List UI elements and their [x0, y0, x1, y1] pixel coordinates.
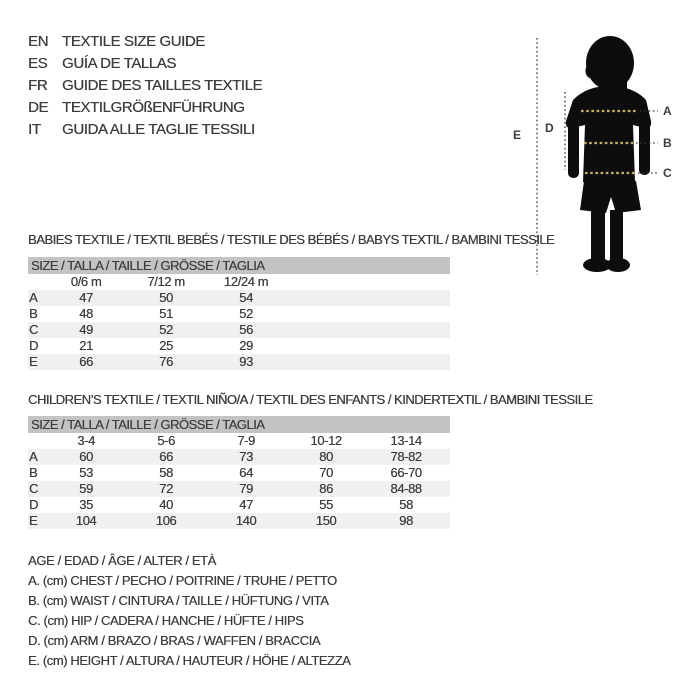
cell-value: 106 — [126, 513, 206, 529]
cell-value: 76 — [126, 354, 206, 370]
cell-value: 21 — [79, 338, 93, 353]
table-row-b — [28, 306, 450, 322]
row-label: A — [28, 449, 46, 465]
row-label: E — [28, 354, 46, 370]
language-row-es — [28, 53, 262, 75]
column-header: 5-6 — [157, 433, 175, 448]
table-row-e — [28, 354, 450, 370]
cell-value: 66-70 — [390, 465, 422, 480]
children-size-table — [28, 416, 450, 529]
column-header-row — [28, 274, 450, 290]
empty-cell — [286, 290, 450, 306]
cell-value: 60 — [46, 449, 126, 465]
cell-value: 54 — [206, 290, 286, 306]
legend-line-height: E. (cm) HEIGHT / ALTURA / HAUTEUR / HÖHE / ALTEZZA — [28, 653, 351, 668]
child-silhouette — [566, 36, 651, 272]
row-label: E — [28, 513, 46, 529]
cell-value: 52 — [239, 306, 253, 321]
cell-value: 78-82 — [366, 449, 446, 465]
table-header-bar — [28, 416, 450, 433]
cell-value: 86 — [286, 481, 366, 497]
column-header: 7/12 m — [147, 274, 185, 289]
legend-line-chest: A. (cm) CHEST / PECHO / POITRINE / TRUHE / PETTO — [28, 573, 337, 588]
cell-value: 93 — [206, 354, 286, 370]
cell-value: 55 — [319, 497, 333, 512]
empty-cell — [446, 481, 450, 497]
cell-value: 58 — [399, 497, 413, 512]
cell-value: 98 — [366, 513, 446, 529]
babies-size-table — [28, 257, 450, 370]
language-code: FR — [28, 77, 48, 94]
guide-title-fr: GUIDE DES TAILLES TEXTILE — [62, 77, 263, 94]
column-header: 13-14 — [390, 433, 422, 448]
babies-section-title: BABIES TEXTILE / TEXTIL BEBÉS / TESTILE DES BÉBÉS / BABYS TEXTIL / BAMBINI TESSILE — [28, 232, 555, 247]
row-label: C — [28, 481, 46, 497]
empty-cell — [446, 465, 450, 481]
empty-cell — [28, 433, 46, 449]
language-code: DE — [28, 99, 49, 116]
table-row-d — [28, 338, 450, 354]
row-label: D — [29, 338, 38, 353]
cell-value: 50 — [126, 290, 206, 306]
guide-title-en: TEXTILE SIZE GUIDE — [62, 33, 205, 50]
empty-cell — [446, 449, 450, 465]
cell-value: 48 — [79, 306, 93, 321]
legend-line-arm: D. (cm) ARM / BRAZO / BRAS / WAFFEN / BRACCIA — [28, 633, 321, 648]
cell-value: 140 — [206, 513, 286, 529]
empty-cell — [286, 306, 450, 322]
cell-value: 64 — [239, 465, 253, 480]
cell-value: 53 — [79, 465, 93, 480]
measurement-legend — [28, 551, 350, 671]
column-header: 3-4 — [77, 433, 95, 448]
row-label: B — [29, 306, 38, 321]
cell-value: 35 — [79, 497, 93, 512]
language-row-de — [28, 97, 262, 119]
cell-value: 73 — [206, 449, 286, 465]
table-row-c — [28, 481, 450, 497]
column-header: 12/24 m — [223, 274, 269, 289]
figure-label-c: C — [663, 166, 672, 180]
table-row-b — [28, 465, 450, 481]
language-row-it — [28, 119, 262, 141]
table-row-c — [28, 322, 450, 338]
size-header-label: SIZE / TALLA / TAILLE / GRÖSSE / TAGLIA — [28, 416, 450, 433]
cell-value: 56 — [206, 322, 286, 338]
empty-cell — [28, 274, 46, 290]
empty-cell — [446, 513, 450, 529]
empty-cell — [446, 433, 450, 449]
language-row-fr — [28, 75, 262, 97]
cell-value: 52 — [126, 322, 206, 338]
legend-line-waist: B. (cm) WAIST / CINTURA / TAILLE / HÜFTUNG / VITA — [28, 593, 329, 608]
legend-line-hip: C. (cm) HIP / CADERA / HANCHE / HÜFTE / HIPS — [28, 613, 304, 628]
guide-title-de: TEXTILGRÖßENFÜHRUNG — [62, 99, 245, 116]
cell-value: 51 — [159, 306, 173, 321]
figure-label-b: B — [663, 136, 672, 150]
empty-cell — [286, 338, 450, 354]
row-label: A — [28, 290, 46, 306]
empty-cell — [286, 322, 450, 338]
language-code: EN — [28, 33, 49, 50]
row-label: B — [29, 465, 38, 480]
cell-value: 70 — [319, 465, 333, 480]
table-row-a — [28, 449, 450, 465]
figure-label-a: A — [663, 104, 672, 118]
cell-value: 72 — [126, 481, 206, 497]
column-header: 7-9 — [237, 433, 255, 448]
figure-label-d: D — [545, 121, 554, 135]
cell-value: 59 — [46, 481, 126, 497]
cell-value: 79 — [206, 481, 286, 497]
table-row-a — [28, 290, 450, 306]
cell-value: 104 — [46, 513, 126, 529]
row-label: D — [29, 497, 38, 512]
column-header-row — [28, 433, 450, 449]
legend-line-age: AGE / EDAD / ÂGE / ALTER / ETÀ — [28, 553, 216, 568]
language-code: ES — [28, 55, 48, 72]
cell-value: 150 — [286, 513, 366, 529]
empty-cell — [446, 497, 450, 513]
children-section-title: CHILDREN’S TEXTILE / TEXTIL NIÑO/A / TEXTIL DES ENFANTS / KINDERTEXTIL / BAMBINI TESSILE — [28, 392, 593, 407]
cell-value: 49 — [46, 322, 126, 338]
cell-value: 47 — [46, 290, 126, 306]
table-header-bar — [28, 257, 450, 274]
cell-value: 66 — [46, 354, 126, 370]
cell-value: 29 — [239, 338, 253, 353]
language-title-list — [28, 31, 262, 141]
size-header-label: SIZE / TALLA / TAILLE / GRÖSSE / TAGLIA — [28, 257, 450, 274]
cell-value: 40 — [159, 497, 173, 512]
row-label: C — [28, 322, 46, 338]
cell-value: 84-88 — [366, 481, 446, 497]
empty-cell — [286, 274, 450, 290]
column-header: 0/6 m — [70, 274, 102, 289]
empty-cell — [286, 354, 450, 370]
cell-value: 47 — [239, 497, 253, 512]
cell-value: 80 — [286, 449, 366, 465]
language-row-en — [28, 31, 262, 53]
figure-label-e: E — [513, 128, 522, 142]
table-row-e — [28, 513, 450, 529]
guide-title-es: GUÍA DE TALLAS — [62, 55, 176, 72]
table-row-d — [28, 497, 450, 513]
cell-value: 58 — [159, 465, 173, 480]
cell-value: 66 — [126, 449, 206, 465]
cell-value: 25 — [159, 338, 173, 353]
guide-title-it: GUIDA ALLE TAGLIE TESSILI — [62, 121, 255, 138]
language-code: IT — [28, 121, 41, 138]
column-header: 10-12 — [310, 433, 342, 448]
